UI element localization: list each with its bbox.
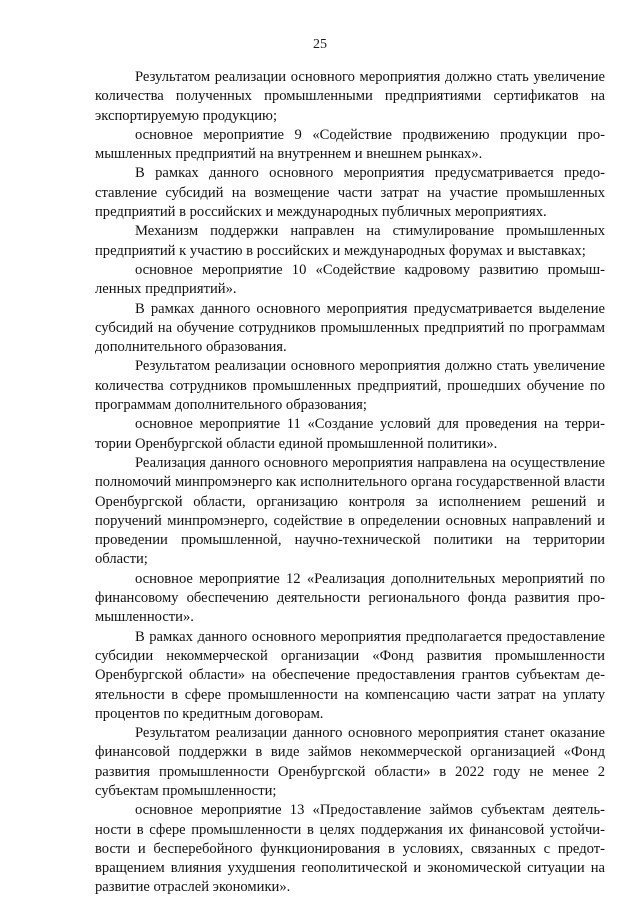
paragraph-measure-12: основное мероприятие 12 «Реализация дополнительных мероприятий по финансовому обеспечению деятельности регионального фонда развития промышленности». bbox=[95, 570, 605, 626]
paragraph-result-loans: Результатом реализации данного основного мероприятия станет оказание финансовой поддержки в виде займов некоммерческой организацией «Фонд развития промышленности Оренбургской области» в 2022 году не менее 2 субъектам промышленности; bbox=[95, 725, 605, 799]
page-number: 25 bbox=[313, 37, 327, 52]
paragraph-subsidies-events: В рамках данного основного мероприятия предусматривается предоставление субсидий на возмещение части затрат на участие промышленных предприятий в российских и международных публичных мероприятиях. bbox=[95, 165, 605, 221]
paragraph-result-certificates: Результатом реализации основного мероприятия должно стать увеличение количества полученных промышленными предприятиями сертификатов на экспортируемую продукцию; bbox=[95, 69, 605, 124]
document-body bbox=[95, 68, 605, 898]
paragraph-measure-11: основное мероприятие 11 «Создание условий для проведения на территории Оренбургской области единой промышленной политики». bbox=[95, 416, 605, 452]
paragraph-subsidies-training: В рамках данного основного мероприятия предусматривается выделение субсидий на обучение сотрудников промышленных предприятий по программам дополнительного образования. bbox=[95, 300, 605, 356]
paragraph-implementation-powers: Реализация данного основного мероприятия направлена на осуществление полномочий минпромэнерго как исполнительного органа государственной власти Оренбургской области, организацию контроля за исполнением решений и поручений минпромэнерго, содействие в определении основных направлений и проведении промышленной, научно-технической политики на территории области; bbox=[95, 454, 605, 568]
paragraph-measure-13: основное мероприятие 13 «Предоставление займов субъектам деятельности в сфере промышленности в целях поддержания их финансовой устойчивости и бесперебойного функционирования в условиях, связанных с предотвращением влияния ухудшения геополитической и экономической ситуации на развитие отраслей экономики». bbox=[95, 802, 605, 896]
paragraph-measure-9: основное мероприятие 9 «Содействие продвижению продукции промышленных предприятий на внутреннем и внешнем рынках». bbox=[95, 126, 605, 163]
paragraph-result-training: Результатом реализации основного мероприятия должно стать увеличение количества сотрудников промышленных предприятий, прошедших обучение по программам дополнительного образования; bbox=[95, 358, 605, 414]
paragraph-support-mechanism: Механизм поддержки направлен на стимулирование промышленных предприятий к участию в российских и международных форумах и выставках; bbox=[95, 223, 605, 259]
paragraph-subsidy-fund: В рамках данного основного мероприятия предполагается предоставление субсидии некоммерческой организации «Фонд развития промышленности Оренбургской области» на обеспечение предоставления грантов субъектам деятельности в сфере промышленности на компенсацию части затрат на уплату процентов по кредитным договорам. bbox=[95, 628, 605, 722]
paragraph-measure-10: основное мероприятие 10 «Содействие кадровому развитию промышленных предприятий». bbox=[95, 261, 605, 298]
